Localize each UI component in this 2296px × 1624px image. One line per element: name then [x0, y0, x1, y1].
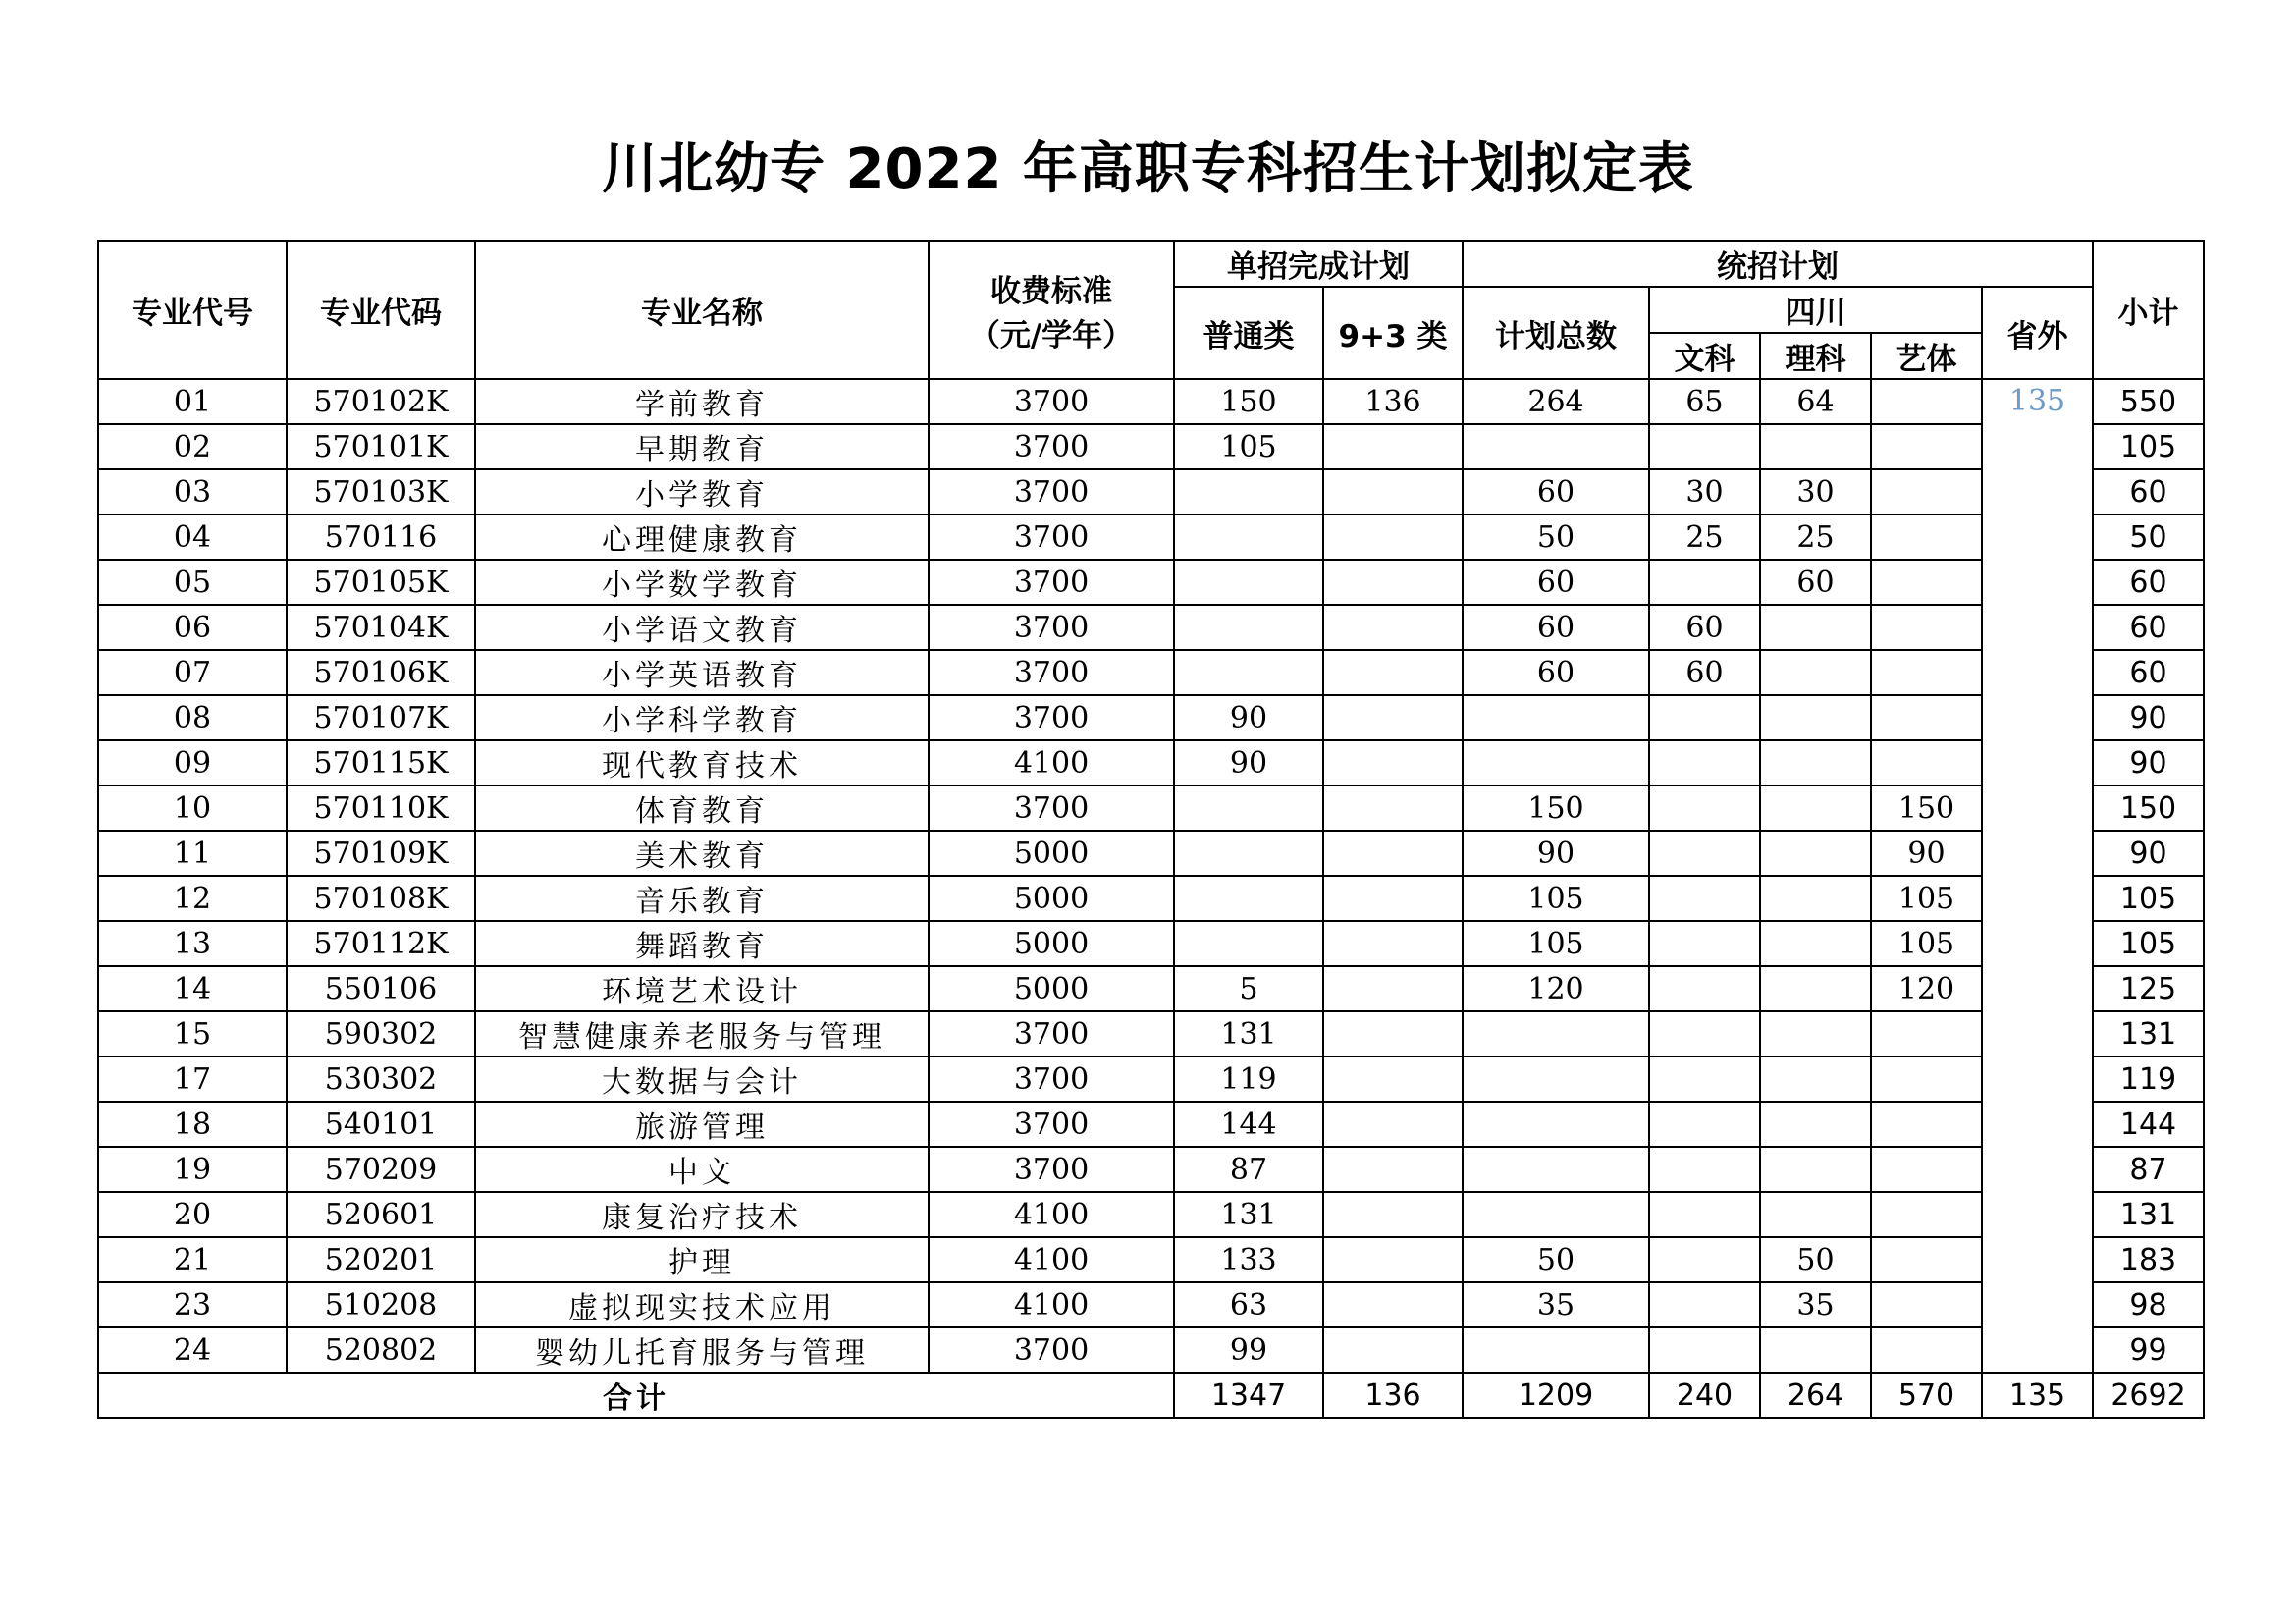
cell-single-general: 90: [1174, 695, 1323, 740]
cell-wenke: [1649, 560, 1760, 605]
cell-unified-total: 105: [1463, 921, 1649, 966]
table-body: [98, 379, 2204, 1373]
table-row: [98, 966, 2204, 1011]
cell-unified-total: [1463, 1147, 1649, 1192]
cell-yiti: [1871, 424, 1982, 469]
cell-wenke: 25: [1649, 514, 1760, 560]
cell-major-no: 14: [98, 966, 287, 1011]
cell-single-general: [1174, 605, 1323, 650]
cell-fee: 3700: [929, 560, 1174, 605]
cell-major-name: 美术教育: [475, 831, 929, 876]
cell-subtotal: 150: [2093, 785, 2204, 831]
cell-yiti: 150: [1871, 785, 1982, 831]
cell-single-93: [1323, 785, 1463, 831]
cell-major-code: 570110K: [287, 785, 475, 831]
cell-fee: 3700: [929, 514, 1174, 560]
header-yiti: 艺体: [1871, 333, 1982, 379]
cell-wenke: [1649, 831, 1760, 876]
cell-major-no: 08: [98, 695, 287, 740]
cell-single-general: 133: [1174, 1237, 1323, 1282]
cell-yiti: [1871, 650, 1982, 695]
cell-yiti: 90: [1871, 831, 1982, 876]
cell-single-93: [1323, 1056, 1463, 1102]
cell-major-code: 570116: [287, 514, 475, 560]
cell-single-93: [1323, 921, 1463, 966]
cell-major-code: 590302: [287, 1011, 475, 1056]
table-row: [98, 921, 2204, 966]
cell-fee: 4100: [929, 1237, 1174, 1282]
cell-like: 25: [1760, 514, 1871, 560]
cell-unified-total: 105: [1463, 876, 1649, 921]
cell-major-code: 570103K: [287, 469, 475, 514]
cell-yiti: [1871, 1102, 1982, 1147]
cell-yiti: [1871, 1056, 1982, 1102]
cell-single-general: 63: [1174, 1282, 1323, 1327]
cell-major-name: 旅游管理: [475, 1102, 929, 1147]
table-row: [98, 379, 2204, 424]
cell-major-name: 大数据与会计: [475, 1056, 929, 1102]
cell-like: [1760, 921, 1871, 966]
cell-wenke: 65: [1649, 379, 1760, 424]
header-like: 理科: [1760, 333, 1871, 379]
header-fee-line2: （元/学年）: [969, 317, 1134, 353]
cell-like: [1760, 650, 1871, 695]
cell-wenke: [1649, 1102, 1760, 1147]
header-fee-line1: 收费标准: [990, 273, 1112, 309]
cell-wenke: [1649, 785, 1760, 831]
cell-single-general: 105: [1174, 424, 1323, 469]
cell-single-93: [1323, 740, 1463, 785]
cell-major-name: 早期教育: [475, 424, 929, 469]
cell-single-general: [1174, 469, 1323, 514]
cell-unified-total: 60: [1463, 469, 1649, 514]
cell-single-general: 90: [1174, 740, 1323, 785]
totals-wenke: 240: [1649, 1373, 1760, 1418]
header-single-93: 9+3 类: [1323, 287, 1463, 379]
totals-unified-total: 1209: [1463, 1373, 1649, 1418]
cell-like: 64: [1760, 379, 1871, 424]
cell-single-93: [1323, 1192, 1463, 1237]
cell-single-general: [1174, 831, 1323, 876]
cell-wenke: [1649, 1147, 1760, 1192]
cell-single-93: [1323, 1102, 1463, 1147]
cell-major-no: 10: [98, 785, 287, 831]
cell-major-code: 510208: [287, 1282, 475, 1327]
page-title: 川北幼专 2022 年高职专科招生计划拟定表: [602, 137, 1694, 201]
cell-unified-total: 120: [1463, 966, 1649, 1011]
cell-fee: 4100: [929, 1282, 1174, 1327]
cell-single-general: [1174, 876, 1323, 921]
table-row: [98, 1056, 2204, 1102]
cell-wenke: 30: [1649, 469, 1760, 514]
cell-wenke: [1649, 1237, 1760, 1282]
cell-wenke: 60: [1649, 650, 1760, 695]
cell-yiti: [1871, 1192, 1982, 1237]
cell-major-name: 康复治疗技术: [475, 1192, 929, 1237]
cell-unified-total: [1463, 740, 1649, 785]
totals-subtotal: 2692: [2093, 1373, 2204, 1418]
cell-unified-total: [1463, 1327, 1649, 1373]
cell-unified-total: 60: [1463, 650, 1649, 695]
totals-outside: 135: [1982, 1373, 2093, 1418]
cell-major-code: 570105K: [287, 560, 475, 605]
cell-single-general: [1174, 785, 1323, 831]
cell-major-code: 530302: [287, 1056, 475, 1102]
cell-like: [1760, 424, 1871, 469]
cell-single-general: [1174, 921, 1323, 966]
cell-subtotal: 131: [2093, 1192, 2204, 1237]
table-row: [98, 1011, 2204, 1056]
cell-unified-total: 150: [1463, 785, 1649, 831]
cell-subtotal: 60: [2093, 560, 2204, 605]
cell-major-code: 570104K: [287, 605, 475, 650]
cell-fee: 3700: [929, 379, 1174, 424]
cell-subtotal: 144: [2093, 1102, 2204, 1147]
cell-wenke: [1649, 424, 1760, 469]
cell-single-93: [1323, 1011, 1463, 1056]
cell-major-name: 小学英语教育: [475, 650, 929, 695]
cell-fee: 5000: [929, 921, 1174, 966]
table-row: [98, 831, 2204, 876]
table-footer: [98, 1373, 2204, 1418]
cell-major-name: 小学数学教育: [475, 560, 929, 605]
cell-fee: 5000: [929, 831, 1174, 876]
cell-single-general: 144: [1174, 1102, 1323, 1147]
cell-subtotal: 50: [2093, 514, 2204, 560]
cell-unified-total: 50: [1463, 514, 1649, 560]
cell-subtotal: 105: [2093, 921, 2204, 966]
cell-like: [1760, 876, 1871, 921]
table-row: [98, 695, 2204, 740]
cell-unified-total: [1463, 695, 1649, 740]
cell-like: 30: [1760, 469, 1871, 514]
cell-single-93: [1323, 605, 1463, 650]
cell-single-general: 150: [1174, 379, 1323, 424]
cell-major-name: 体育教育: [475, 785, 929, 831]
totals-general: 1347: [1174, 1373, 1323, 1418]
cell-major-no: 11: [98, 831, 287, 876]
cell-unified-total: [1463, 424, 1649, 469]
cell-subtotal: 105: [2093, 424, 2204, 469]
cell-single-93: [1323, 650, 1463, 695]
table-row: [98, 1237, 2204, 1282]
cell-subtotal: 550: [2093, 379, 2204, 424]
cell-major-no: 13: [98, 921, 287, 966]
cell-major-name: 学前教育: [475, 379, 929, 424]
cell-major-code: 520802: [287, 1327, 475, 1373]
cell-single-93: [1323, 876, 1463, 921]
cell-major-no: 02: [98, 424, 287, 469]
totals-row: [98, 1373, 2204, 1418]
cell-wenke: [1649, 966, 1760, 1011]
cell-major-name: 小学科学教育: [475, 695, 929, 740]
cell-subtotal: 90: [2093, 831, 2204, 876]
header-single-general: 普通类: [1174, 287, 1323, 379]
cell-wenke: [1649, 1011, 1760, 1056]
header-sichuan: 四川: [1649, 287, 1982, 333]
cell-wenke: 60: [1649, 605, 1760, 650]
cell-unified-total: 60: [1463, 560, 1649, 605]
cell-major-code: 540101: [287, 1102, 475, 1147]
cell-major-code: 570101K: [287, 424, 475, 469]
cell-single-93: [1323, 424, 1463, 469]
cell-yiti: [1871, 1282, 1982, 1327]
cell-yiti: [1871, 605, 1982, 650]
cell-major-code: 570102K: [287, 379, 475, 424]
header-major-no: 专业代号: [98, 241, 287, 379]
header-wenke: 文科: [1649, 333, 1760, 379]
cell-yiti: [1871, 379, 1982, 424]
cell-single-general: [1174, 650, 1323, 695]
cell-major-name: 舞蹈教育: [475, 921, 929, 966]
cell-single-general: 99: [1174, 1327, 1323, 1373]
cell-major-no: 05: [98, 560, 287, 605]
cell-wenke: [1649, 1282, 1760, 1327]
cell-unified-total: 60: [1463, 605, 1649, 650]
cell-major-name: 智慧健康养老服务与管理: [475, 1011, 929, 1056]
cell-subtotal: 60: [2093, 650, 2204, 695]
header-major-code: 专业代码: [287, 241, 475, 379]
cell-yiti: [1871, 469, 1982, 514]
cell-major-no: 12: [98, 876, 287, 921]
table-row: [98, 1282, 2204, 1327]
cell-like: [1760, 831, 1871, 876]
cell-like: 50: [1760, 1237, 1871, 1282]
table-row: [98, 740, 2204, 785]
cell-fee: 4100: [929, 740, 1174, 785]
cell-single-general: [1174, 514, 1323, 560]
table-header: [98, 241, 2204, 379]
cell-unified-total: 50: [1463, 1237, 1649, 1282]
cell-major-no: 03: [98, 469, 287, 514]
cell-yiti: [1871, 1011, 1982, 1056]
cell-single-93: [1323, 1237, 1463, 1282]
cell-unified-total: [1463, 1011, 1649, 1056]
cell-major-name: 虚拟现实技术应用: [475, 1282, 929, 1327]
cell-yiti: [1871, 1147, 1982, 1192]
cell-unified-total: 264: [1463, 379, 1649, 424]
cell-fee: 3700: [929, 424, 1174, 469]
cell-yiti: [1871, 514, 1982, 560]
cell-yiti: [1871, 560, 1982, 605]
table-row: [98, 469, 2204, 514]
cell-unified-total: 90: [1463, 831, 1649, 876]
header-single-plan: 单招完成计划: [1174, 241, 1463, 287]
cell-subtotal: 183: [2093, 1237, 2204, 1282]
cell-major-code: 520601: [287, 1192, 475, 1237]
cell-fee: 3700: [929, 469, 1174, 514]
cell-fee: 3700: [929, 695, 1174, 740]
cell-major-code: 570106K: [287, 650, 475, 695]
cell-major-name: 护理: [475, 1237, 929, 1282]
cell-single-93: [1323, 560, 1463, 605]
table-row: [98, 605, 2204, 650]
cell-major-no: 19: [98, 1147, 287, 1192]
cell-unified-total: [1463, 1192, 1649, 1237]
cell-major-no: 20: [98, 1192, 287, 1237]
cell-wenke: [1649, 1327, 1760, 1373]
cell-major-no: 06: [98, 605, 287, 650]
cell-fee: 3700: [929, 605, 1174, 650]
cell-major-code: 520201: [287, 1237, 475, 1282]
cell-subtotal: 60: [2093, 605, 2204, 650]
cell-fee: 5000: [929, 966, 1174, 1011]
enrollment-plan-table: [97, 240, 2205, 1419]
cell-fee: 5000: [929, 876, 1174, 921]
cell-major-no: 15: [98, 1011, 287, 1056]
cell-subtotal: 99: [2093, 1327, 2204, 1373]
cell-like: [1760, 695, 1871, 740]
cell-major-name: 中文: [475, 1147, 929, 1192]
table-row: [98, 1192, 2204, 1237]
cell-yiti: 105: [1871, 876, 1982, 921]
cell-wenke: [1649, 921, 1760, 966]
header-unified-total: 计划总数: [1463, 287, 1649, 379]
cell-single-93: [1323, 1147, 1463, 1192]
cell-like: [1760, 1011, 1871, 1056]
cell-fee: 3700: [929, 1147, 1174, 1192]
cell-major-code: 570209: [287, 1147, 475, 1192]
header-fee: [929, 241, 1174, 379]
cell-subtotal: 119: [2093, 1056, 2204, 1102]
cell-major-no: 23: [98, 1282, 287, 1327]
cell-single-general: 87: [1174, 1147, 1323, 1192]
cell-like: [1760, 1056, 1871, 1102]
cell-major-name: 心理健康教育: [475, 514, 929, 560]
cell-like: [1760, 1327, 1871, 1373]
cell-yiti: 120: [1871, 966, 1982, 1011]
cell-single-93: [1323, 1327, 1463, 1373]
cell-fee: 3700: [929, 1102, 1174, 1147]
cell-like: 35: [1760, 1282, 1871, 1327]
cell-like: [1760, 785, 1871, 831]
cell-major-name: 婴幼儿托育服务与管理: [475, 1327, 929, 1373]
cell-single-general: 131: [1174, 1011, 1323, 1056]
table-row: [98, 650, 2204, 695]
cell-like: [1760, 966, 1871, 1011]
cell-major-no: 24: [98, 1327, 287, 1373]
cell-unified-total: 35: [1463, 1282, 1649, 1327]
cell-fee: 4100: [929, 1192, 1174, 1237]
cell-yiti: [1871, 740, 1982, 785]
cell-unified-total: [1463, 1102, 1649, 1147]
cell-yiti: 105: [1871, 921, 1982, 966]
cell-wenke: [1649, 1056, 1760, 1102]
cell-single-93: [1323, 469, 1463, 514]
cell-outside: [1982, 379, 2093, 1373]
cell-like: [1760, 1147, 1871, 1192]
table-row: [98, 514, 2204, 560]
cell-subtotal: 98: [2093, 1282, 2204, 1327]
cell-major-name: 环境艺术设计: [475, 966, 929, 1011]
cell-major-code: 570112K: [287, 921, 475, 966]
header-unified-plan: 统招计划: [1463, 241, 2093, 287]
cell-major-code: 570108K: [287, 876, 475, 921]
cell-major-code: 570109K: [287, 831, 475, 876]
cell-subtotal: 125: [2093, 966, 2204, 1011]
cell-major-no: 21: [98, 1237, 287, 1282]
cell-subtotal: 90: [2093, 740, 2204, 785]
cell-major-no: 09: [98, 740, 287, 785]
cell-wenke: [1649, 740, 1760, 785]
cell-subtotal: 105: [2093, 876, 2204, 921]
cell-wenke: [1649, 876, 1760, 921]
cell-like: [1760, 605, 1871, 650]
outside-value: 135: [2008, 384, 2066, 418]
cell-major-name: 小学语文教育: [475, 605, 929, 650]
cell-yiti: [1871, 1327, 1982, 1373]
cell-fee: 3700: [929, 1327, 1174, 1373]
table-row: [98, 1102, 2204, 1147]
cell-single-93: [1323, 1282, 1463, 1327]
cell-single-general: 119: [1174, 1056, 1323, 1102]
table-row: [98, 560, 2204, 605]
cell-major-name: 音乐教育: [475, 876, 929, 921]
cell-major-no: 18: [98, 1102, 287, 1147]
cell-single-93: [1323, 514, 1463, 560]
cell-fee: 3700: [929, 785, 1174, 831]
table-row: [98, 876, 2204, 921]
cell-fee: 3700: [929, 650, 1174, 695]
cell-fee: 3700: [929, 1011, 1174, 1056]
cell-major-code: 570115K: [287, 740, 475, 785]
table-row: [98, 1147, 2204, 1192]
cell-subtotal: 60: [2093, 469, 2204, 514]
cell-like: [1760, 1102, 1871, 1147]
cell-fee: 3700: [929, 1056, 1174, 1102]
totals-yiti: 570: [1871, 1373, 1982, 1418]
cell-single-general: 131: [1174, 1192, 1323, 1237]
cell-subtotal: 90: [2093, 695, 2204, 740]
table-row: [98, 424, 2204, 469]
cell-subtotal: 87: [2093, 1147, 2204, 1192]
cell-major-code: 550106: [287, 966, 475, 1011]
cell-subtotal: 131: [2093, 1011, 2204, 1056]
cell-single-93: [1323, 966, 1463, 1011]
cell-major-no: 01: [98, 379, 287, 424]
cell-major-no: 17: [98, 1056, 287, 1102]
cell-wenke: [1649, 1192, 1760, 1237]
header-subtotal: 小计: [2093, 241, 2204, 379]
cell-major-no: 07: [98, 650, 287, 695]
cell-yiti: [1871, 695, 1982, 740]
cell-single-general: 5: [1174, 966, 1323, 1011]
cell-wenke: [1649, 695, 1760, 740]
totals-like: 264: [1760, 1373, 1871, 1418]
cell-single-93: 136: [1323, 379, 1463, 424]
cell-major-name: 现代教育技术: [475, 740, 929, 785]
cell-major-name: 小学教育: [475, 469, 929, 514]
cell-single-93: [1323, 695, 1463, 740]
cell-single-general: [1174, 560, 1323, 605]
cell-major-no: 04: [98, 514, 287, 560]
cell-single-93: [1323, 831, 1463, 876]
header-major-name: 专业名称: [475, 241, 929, 379]
totals-label: 合计: [98, 1373, 1174, 1418]
table-row: [98, 785, 2204, 831]
totals-93: 136: [1323, 1373, 1463, 1418]
cell-unified-total: [1463, 1056, 1649, 1102]
cell-like: 60: [1760, 560, 1871, 605]
cell-like: [1760, 740, 1871, 785]
cell-like: [1760, 1192, 1871, 1237]
header-outside: 省外: [1982, 287, 2093, 379]
cell-major-code: 570107K: [287, 695, 475, 740]
cell-yiti: [1871, 1237, 1982, 1282]
table-row: [98, 1327, 2204, 1373]
